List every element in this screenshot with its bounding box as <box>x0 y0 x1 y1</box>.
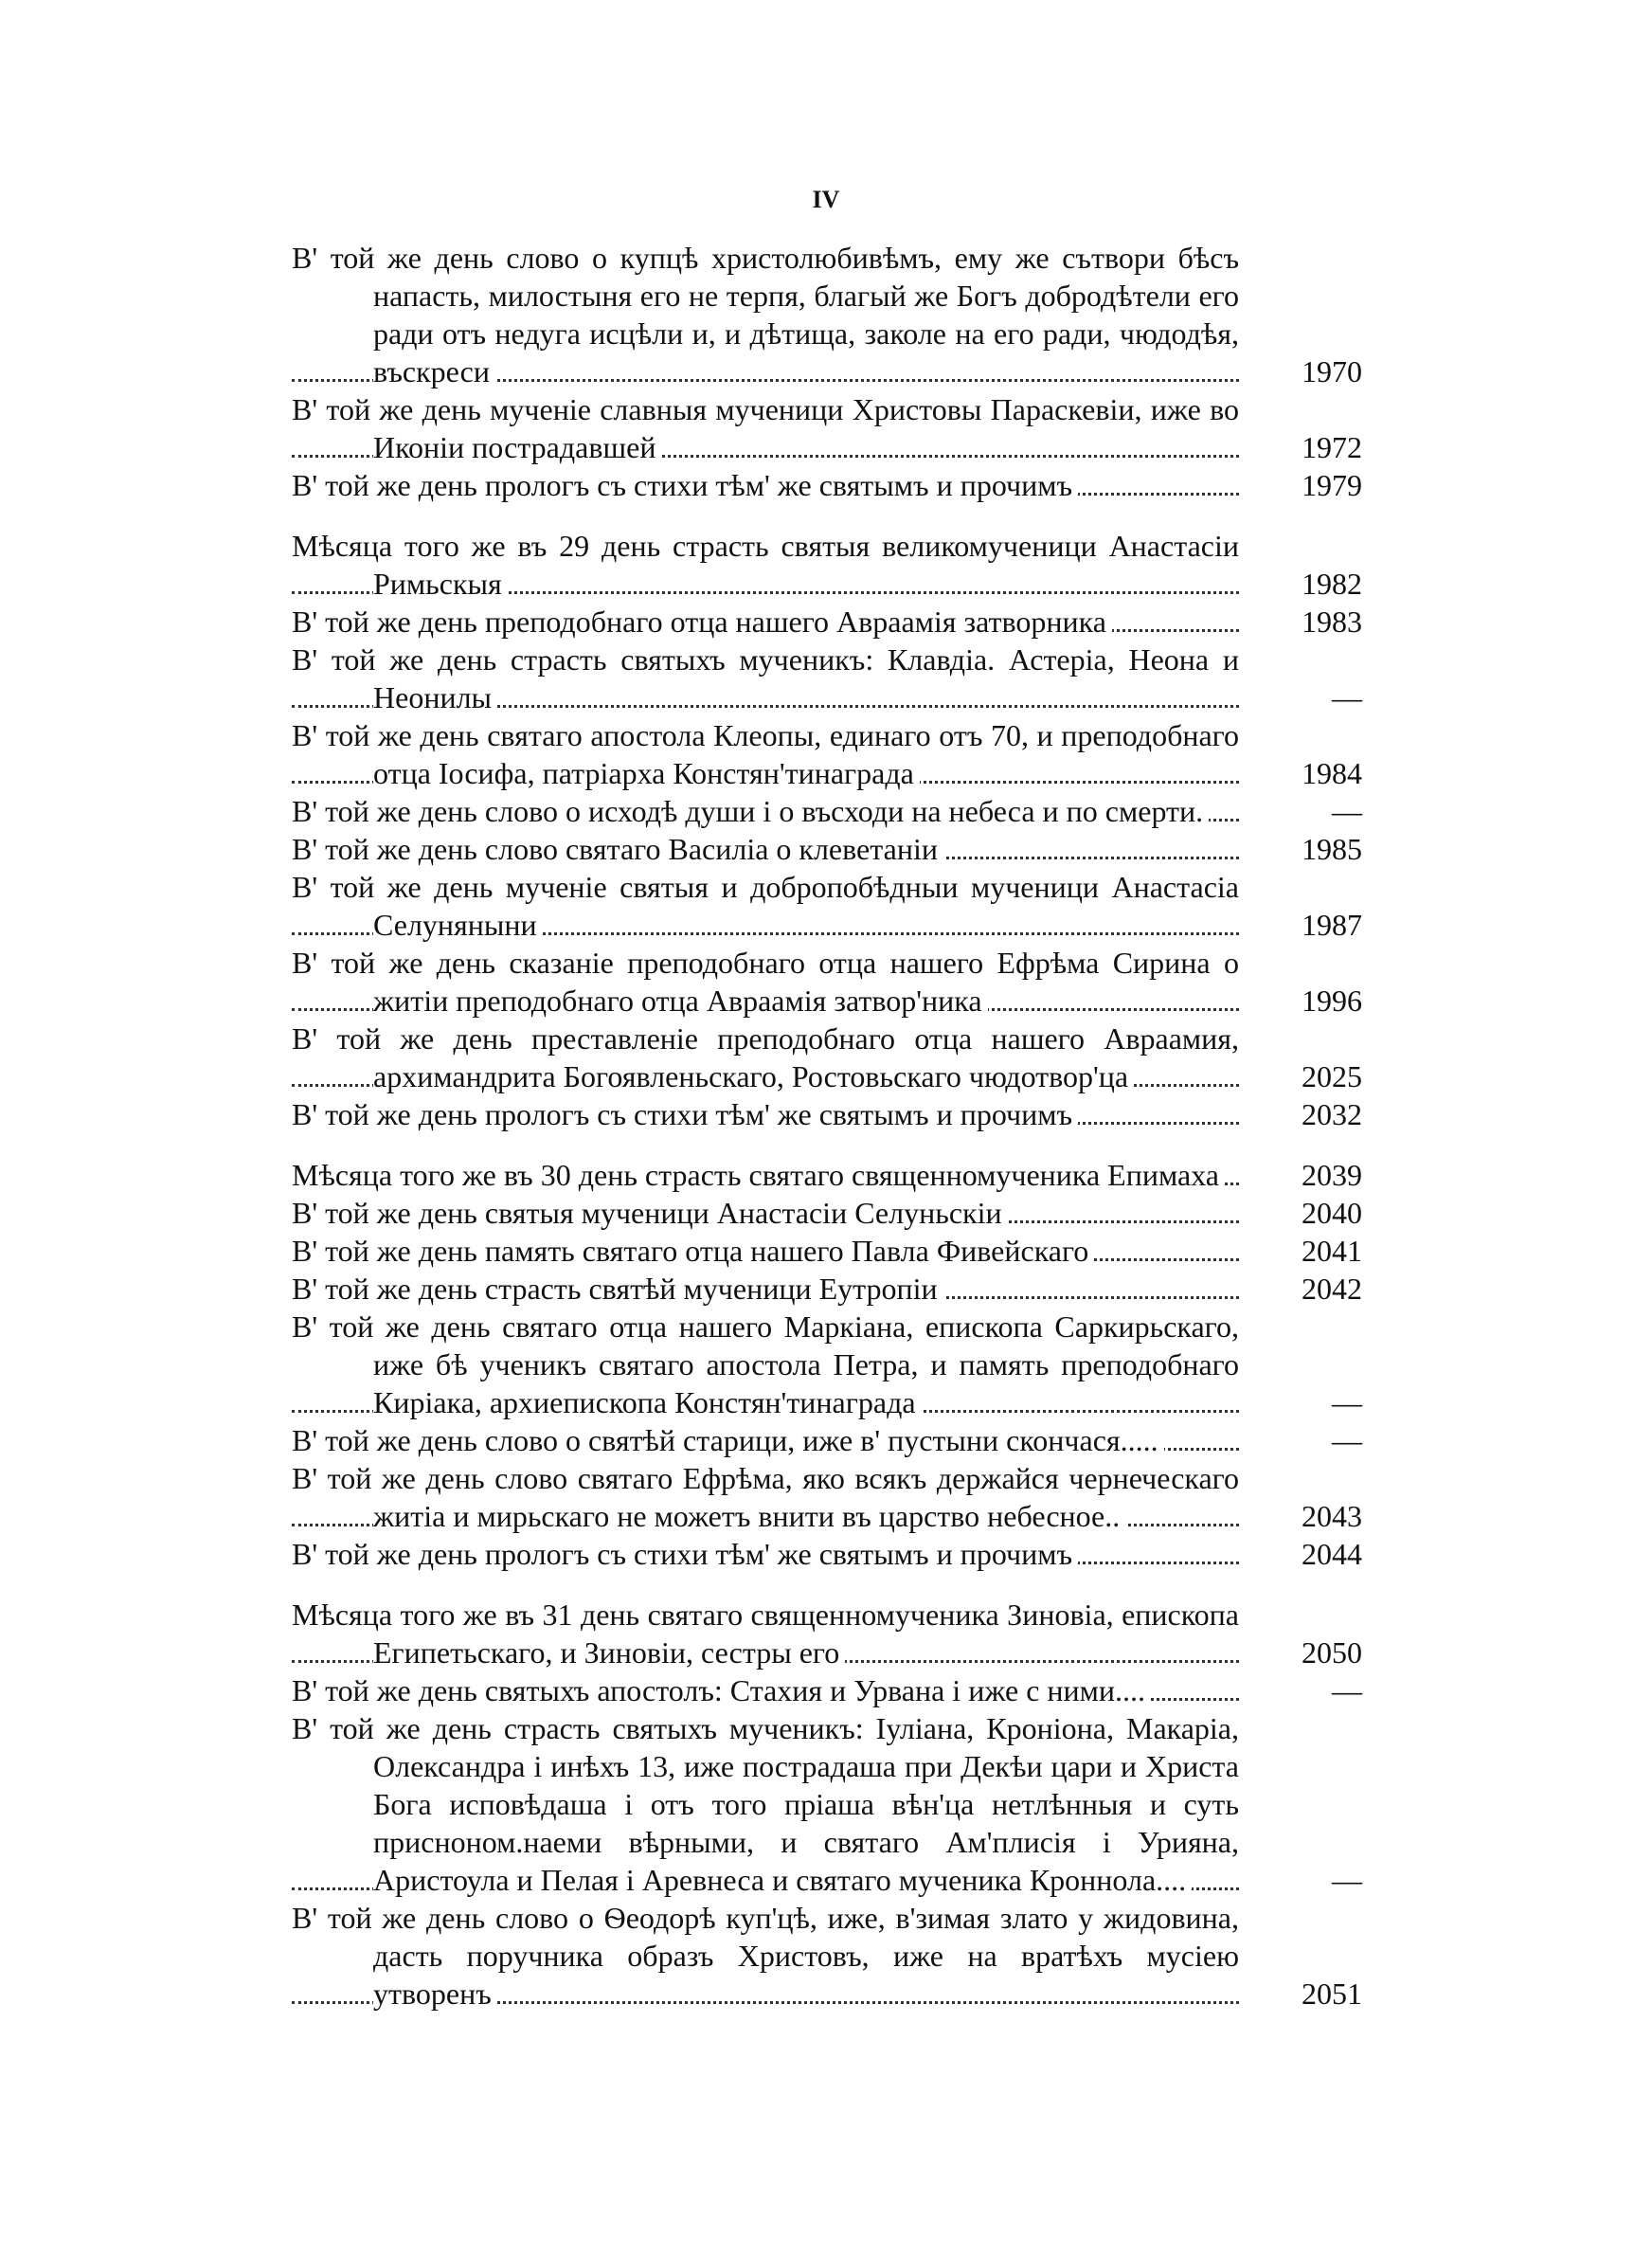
entry-page-number: — <box>1332 1863 1362 1897</box>
entry-title: В' той же день прологъ съ стихи тѣм' же святымъ и прочимъ <box>292 1537 1078 1571</box>
toc-entry <box>292 1270 1362 1308</box>
entry-title: В' той же день святаго отца нашего Маркіана, епископа Саркирьскаго, иже бѣ ученикъ святаго апостола Петра, и память преподобнаго Киріака, архиепископа Констян'тинаграда <box>292 1309 1239 1419</box>
toc-entry <box>292 944 1362 1020</box>
entry-page-number: — <box>1332 1423 1362 1457</box>
entry-page-number: 1996 <box>1302 984 1362 1018</box>
toc-section-heading <box>292 1596 1362 1671</box>
toc-entry <box>292 1308 1362 1421</box>
entry-page-number: 2051 <box>1302 1977 1362 2011</box>
table-of-contents <box>292 239 1362 2035</box>
entry-page-number: 1972 <box>1302 430 1362 464</box>
entry-title: В' той же день мученіе святыя и добропобѣдныи мученици Анастасіа Селуняныни <box>292 870 1239 942</box>
entry-page-number: 1982 <box>1302 567 1362 601</box>
entry-title: В' той же день прологъ съ стихи тѣм' же святымъ и прочимъ <box>292 468 1078 502</box>
entry-page-number: 1970 <box>1302 354 1362 388</box>
entry-page-number: 1979 <box>1302 468 1362 502</box>
toc-entry <box>292 466 1362 504</box>
toc-entry <box>292 1459 1362 1535</box>
toc-entry <box>292 1421 1362 1459</box>
entry-title: В' той же день сказаніе преподобнаго отца нашего Ефрѣма Сирина о житіи преподобнаго отца Авраамія затвор'ника <box>292 946 1239 1018</box>
entry-page-number: 2025 <box>1302 1059 1362 1093</box>
entry-page-number: 2044 <box>1302 1537 1362 1571</box>
toc-entry <box>292 603 1362 641</box>
entry-page-number: 2041 <box>1302 1234 1362 1268</box>
entry-title: В' той же день святаго апостола Клеопы, единаго отъ 70, и преподобнаго отца Іосифа, патріарха Констян'тинаграда <box>292 718 1239 790</box>
entry-title: В' той же день слово о святѣй старици, иже в' пустыни скончася..... <box>292 1423 1164 1457</box>
entry-title: В' той же день страсть святыхъ мученикъ: Іуліана, Кроніона, Макаріа, Олександра і инѣхъ 13, иже пострадаша при Декѣи цари и Христа Бога исповѣдаша і отъ того пріаша вѣн'ца нетлѣнныя и суть присноном.наеми вѣрными, и святаго Ам'плисія і Урияна, Аристоула и Пелая і Аревнеса и святаго мученика Кроннола.... <box>292 1711 1239 1897</box>
entry-page-number: 2040 <box>1302 1196 1362 1230</box>
entry-page-number: 1985 <box>1302 832 1362 866</box>
toc-section <box>292 1156 1362 1573</box>
entry-title: В' той же день мученіе славныя мученици Христовы Параскевіи, иже во Иконіи пострадавшей <box>292 392 1239 464</box>
toc-entry <box>292 390 1362 466</box>
entry-title: В' той же день слово о Ѳеодорѣ куп'цѣ, иже, в'зимая злато у жидовина, дасть поручника образъ Христовъ, иже на вратѣхъ мусiею утворенъ <box>292 1901 1239 2011</box>
entry-page-number: 2050 <box>1302 1635 1362 1670</box>
toc-section-heading <box>292 1156 1362 1194</box>
entry-page-number: — <box>1332 1673 1362 1707</box>
toc-entry <box>292 1671 1362 1709</box>
toc-section <box>292 527 1362 1133</box>
entry-page-number: — <box>1332 794 1362 828</box>
toc-section-heading <box>292 527 1362 603</box>
toc-entry <box>292 1020 1362 1095</box>
entry-title: В' той же день слово о купцѣ христолюбивѣмъ, ему же сътвори бѣсъ напасть, милостыня его не терпя, благый же Богъ добродѣтели его ради отъ недуга исцѣли и, и дѣтища, заколе на его ради, чюдодѣя, въскреси <box>292 241 1239 388</box>
entry-page-number: 2043 <box>1302 1499 1362 1533</box>
toc-entry <box>292 641 1362 716</box>
entry-title: В' той же день память святаго отца нашего Павла Фивейскаго <box>292 1234 1094 1268</box>
entry-page-number: — <box>1332 1385 1362 1419</box>
entry-title: В' той же день страсть святыхъ мученикъ: Клавдіа. Астеріа, Неона и Неонилы <box>292 642 1239 714</box>
entry-title: В' той же день святыхъ апостолъ: Стахия и Урвана і иже с ними.... <box>292 1673 1151 1707</box>
entry-page-number: 1987 <box>1302 908 1362 942</box>
entry-title: В' той же день прологъ съ стихи тѣм' же святымъ и прочимъ <box>292 1097 1078 1131</box>
toc-entry <box>292 1095 1362 1133</box>
entry-page-number: 2032 <box>1302 1097 1362 1131</box>
toc-section <box>292 239 1362 504</box>
toc-entry <box>292 239 1362 390</box>
page-number: IV <box>812 186 840 213</box>
entry-title: В' той же день святыя мученици Анастасіи Селуньскіи <box>292 1196 1008 1230</box>
toc-entry <box>292 1899 1362 2013</box>
entry-page-number: 1984 <box>1302 756 1362 790</box>
entry-title: В' той же день преподобнаго отца нашего Авраамія затворника <box>292 605 1112 639</box>
toc-entry <box>292 1232 1362 1270</box>
entry-title: В' той же день преставленіе преподобнаго отца нашего Авраамия, архимандрита Богоявленьскаго, Ростовьскаго чюдотвор'ца <box>292 1021 1239 1093</box>
toc-entry <box>292 868 1362 944</box>
toc-entry <box>292 830 1362 868</box>
entry-title: Мѣсяца того же въ 30 день страсть святаго священномученика Епимаха <box>292 1158 1225 1192</box>
entry-page-number: 1983 <box>1302 605 1362 639</box>
toc-entry <box>292 716 1362 792</box>
entry-page-number: 2042 <box>1302 1272 1362 1306</box>
entry-page-number: — <box>1332 680 1362 714</box>
entry-title: В' той же день страсть святѣй мученици Еутропіи <box>292 1272 943 1306</box>
entry-title: Мѣсяца того же въ 31 день святаго священномученика Зиновіа, епископа Египетьскаго, и Зиновіи, сестры его <box>292 1598 1239 1670</box>
entry-title: В' той же день слово о исходѣ души і о въсходи на небеса и по смерти. <box>292 794 1209 828</box>
entry-page-number: 2039 <box>1302 1158 1362 1192</box>
toc-section <box>292 1596 1362 2013</box>
entry-title: Мѣсяца того же въ 29 день страсть святыя великомученици Анастасіи Римьскыя <box>292 529 1239 601</box>
toc-entry <box>292 1194 1362 1232</box>
toc-entry <box>292 792 1362 830</box>
entry-title: В' той же день слово святаго Василіа о клеветаніи <box>292 832 943 866</box>
toc-entry <box>292 1709 1362 1899</box>
entry-title: В' той же день слово святаго Ефрѣма, яко всякъ держайся чернеческаго житіа и мирьскаго не можетъ внити въ царство небесное.. <box>292 1461 1239 1533</box>
toc-entry <box>292 1535 1362 1573</box>
